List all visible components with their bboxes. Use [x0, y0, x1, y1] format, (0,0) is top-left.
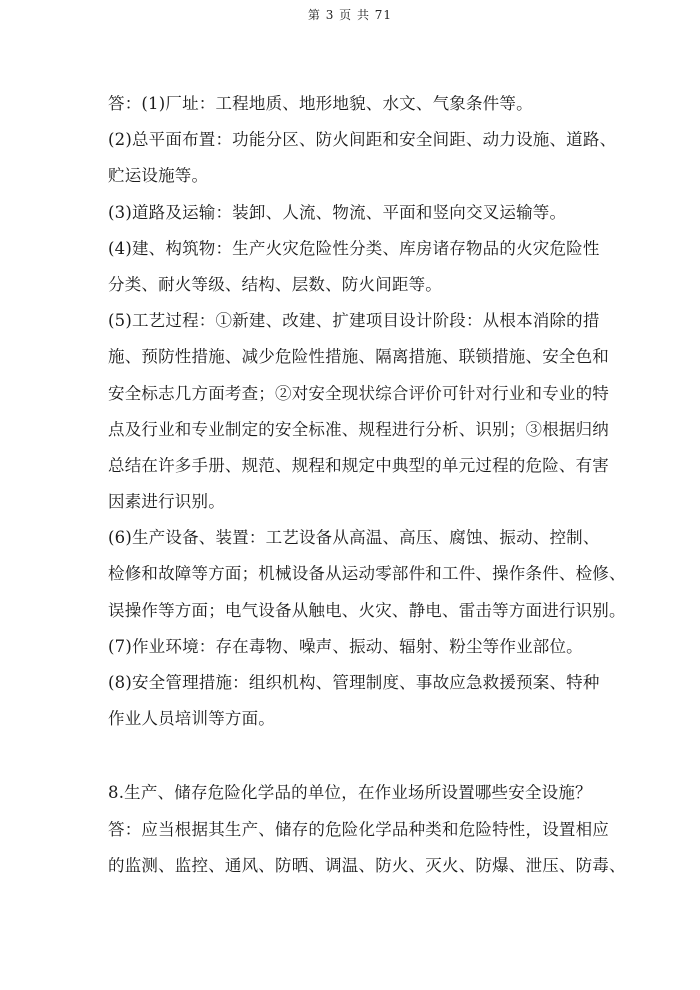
text-line: (8)安全管理措施：组织机构、管理制度、事故应急救援预案、特种	[108, 673, 600, 692]
text-line: 分类、耐火等级、结构、层数、防火间距等。	[108, 274, 442, 294]
text-line: 误操作等方面；电气设备从触电、火灾、静电、雷击等方面进行识别。	[108, 600, 626, 620]
paragraph-gap	[108, 737, 598, 775]
text-line: (5)工艺过程：①新建、改建、扩建项目设计阶段：从根本消除的措	[108, 311, 600, 331]
text-line: 答：应当根据其生产、储存的危险化学品种类和危险特性，设置相应	[108, 819, 609, 839]
text-line: 安全标志几方面考查；②对安全现状综合评价可针对行业和专业的特	[108, 383, 609, 403]
text-line: 的监测、监控、通风、防晒、调温、防火、灭火、防爆、泄压、防毒、	[108, 855, 626, 875]
page-number-header: 第 3 页 共 71	[307, 8, 393, 22]
text-line: 施、预防性措施、减少危险性措施、隔离措施、联锁措施、安全色和	[108, 347, 609, 367]
question-line: 8.生产、储存危险化学品的单位，在作业场所设置哪些安全设施？	[108, 783, 592, 803]
text-line: (3)道路及运输：装卸、人流、物流、平面和竖向交叉运输等。	[108, 202, 567, 222]
text-line: 点及行业和专业制定的安全标准、规程进行分析、识别；③根据归纳	[108, 419, 609, 439]
text-line: 检修和故障等方面；机械设备从运动零部件和工件、操作条件、检修、	[108, 564, 626, 584]
text-line: 贮运设施等。	[108, 166, 209, 186]
document-body	[108, 86, 626, 884]
text-line: 答：(1)厂址：工程地质、地形地貌、水文、气象条件等。	[108, 94, 533, 113]
text-line: (4)建、构筑物：生产火灾危险性分类、库房诸存物品的火灾危险性	[108, 238, 600, 258]
text-line: 总结在许多手册、规范、规程和规定中典型的单元过程的危险、有害	[108, 455, 609, 475]
text-line: (6)生产设备、装置：工艺设备从高温、高压、腐蚀、振动、控制、	[108, 528, 600, 548]
text-line: 因素进行识别。	[108, 492, 225, 512]
text-line: 作业人员培训等方面。	[108, 709, 275, 729]
text-line: (2)总平面布置：功能分区、防火间距和安全间距、动力设施、道路、	[108, 130, 617, 150]
text-line: (7)作业环境：存在毒物、噪声、振动、辐射、粉尘等作业部位。	[108, 636, 583, 656]
